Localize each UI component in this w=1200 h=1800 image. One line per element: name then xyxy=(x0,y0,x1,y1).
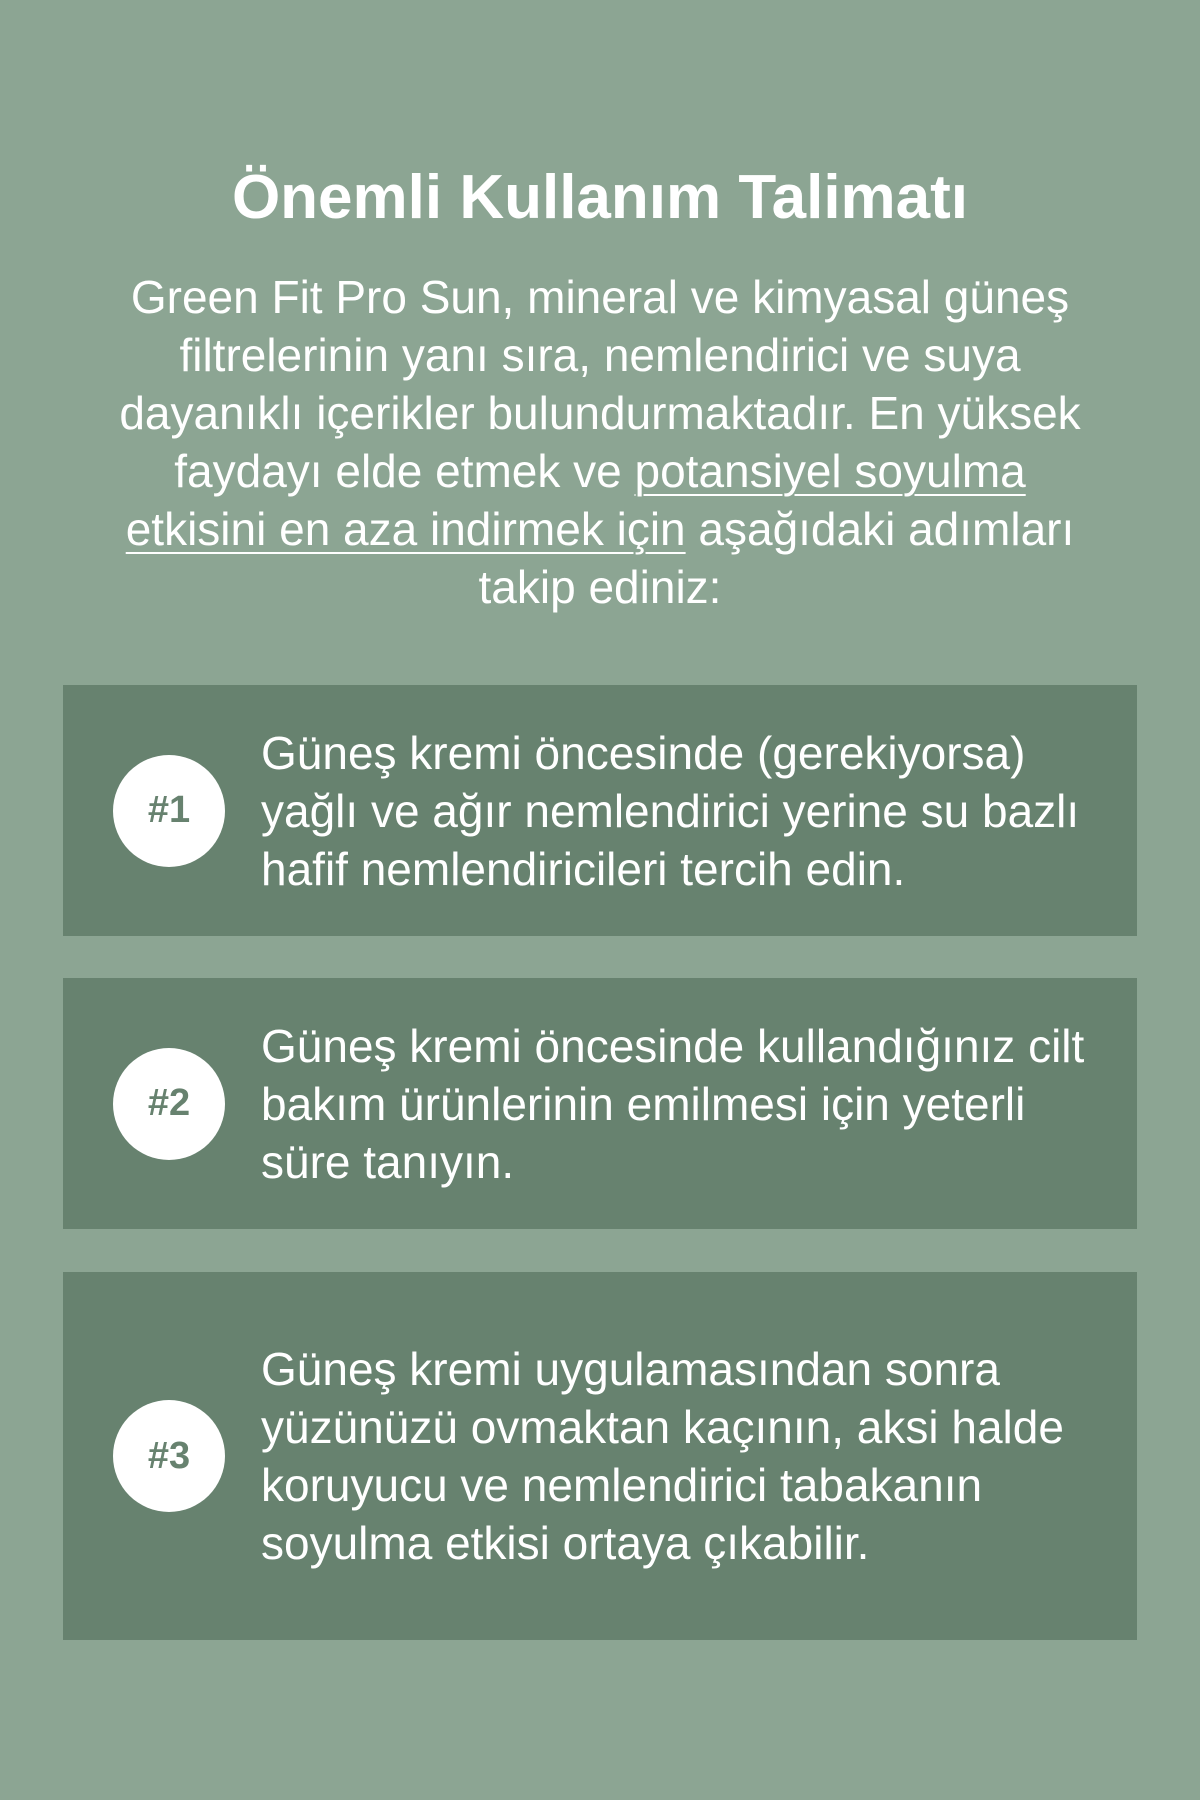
intro-paragraph xyxy=(100,268,1100,616)
step-card-2 xyxy=(63,978,1137,1229)
intro-text-end: aşağıdaki adımları takip ediniz: xyxy=(478,503,1075,613)
step-text-3: Güneş kremi uygulamasından sonra yüzünüzü ovmaktan kaçının, aksi halde koruyucu ve nemlendirici tabakanın soyulma etkisi ortaya çıkabilir. xyxy=(261,1343,1064,1569)
step-text-1: Güneş kremi öncesinde (gerekiyorsa) yağlı ve ağır nemlendirici yerine su bazlı hafif nemlendiricileri tercih edin. xyxy=(261,726,1080,895)
intro-text-start: Green Fit Pro Sun, mineral ve kimyasal güneş filtrelerinin yanı sıra, nemlendirici ve suya dayanıklı içerikler bulundurmaktadır. En yüksek faydayı elde etmek ve xyxy=(119,271,1081,497)
page-title: Önemli Kullanım Talimatı xyxy=(231,163,969,232)
step-card-1 xyxy=(63,685,1137,936)
step-badge-1: #1 xyxy=(113,755,225,867)
intro-underlined-text: potansiyel soyulma etkisini en aza indirmek için xyxy=(125,445,1026,555)
step-badge-3: #3 xyxy=(113,1400,225,1512)
step-text-2: Güneş kremi öncesinde kullandığınız cilt bakım ürünlerinin emilmesi için yeterli süre tanıyın. xyxy=(261,1019,1085,1188)
step-badge-2: #2 xyxy=(113,1048,225,1160)
step-card-3 xyxy=(63,1272,1137,1640)
